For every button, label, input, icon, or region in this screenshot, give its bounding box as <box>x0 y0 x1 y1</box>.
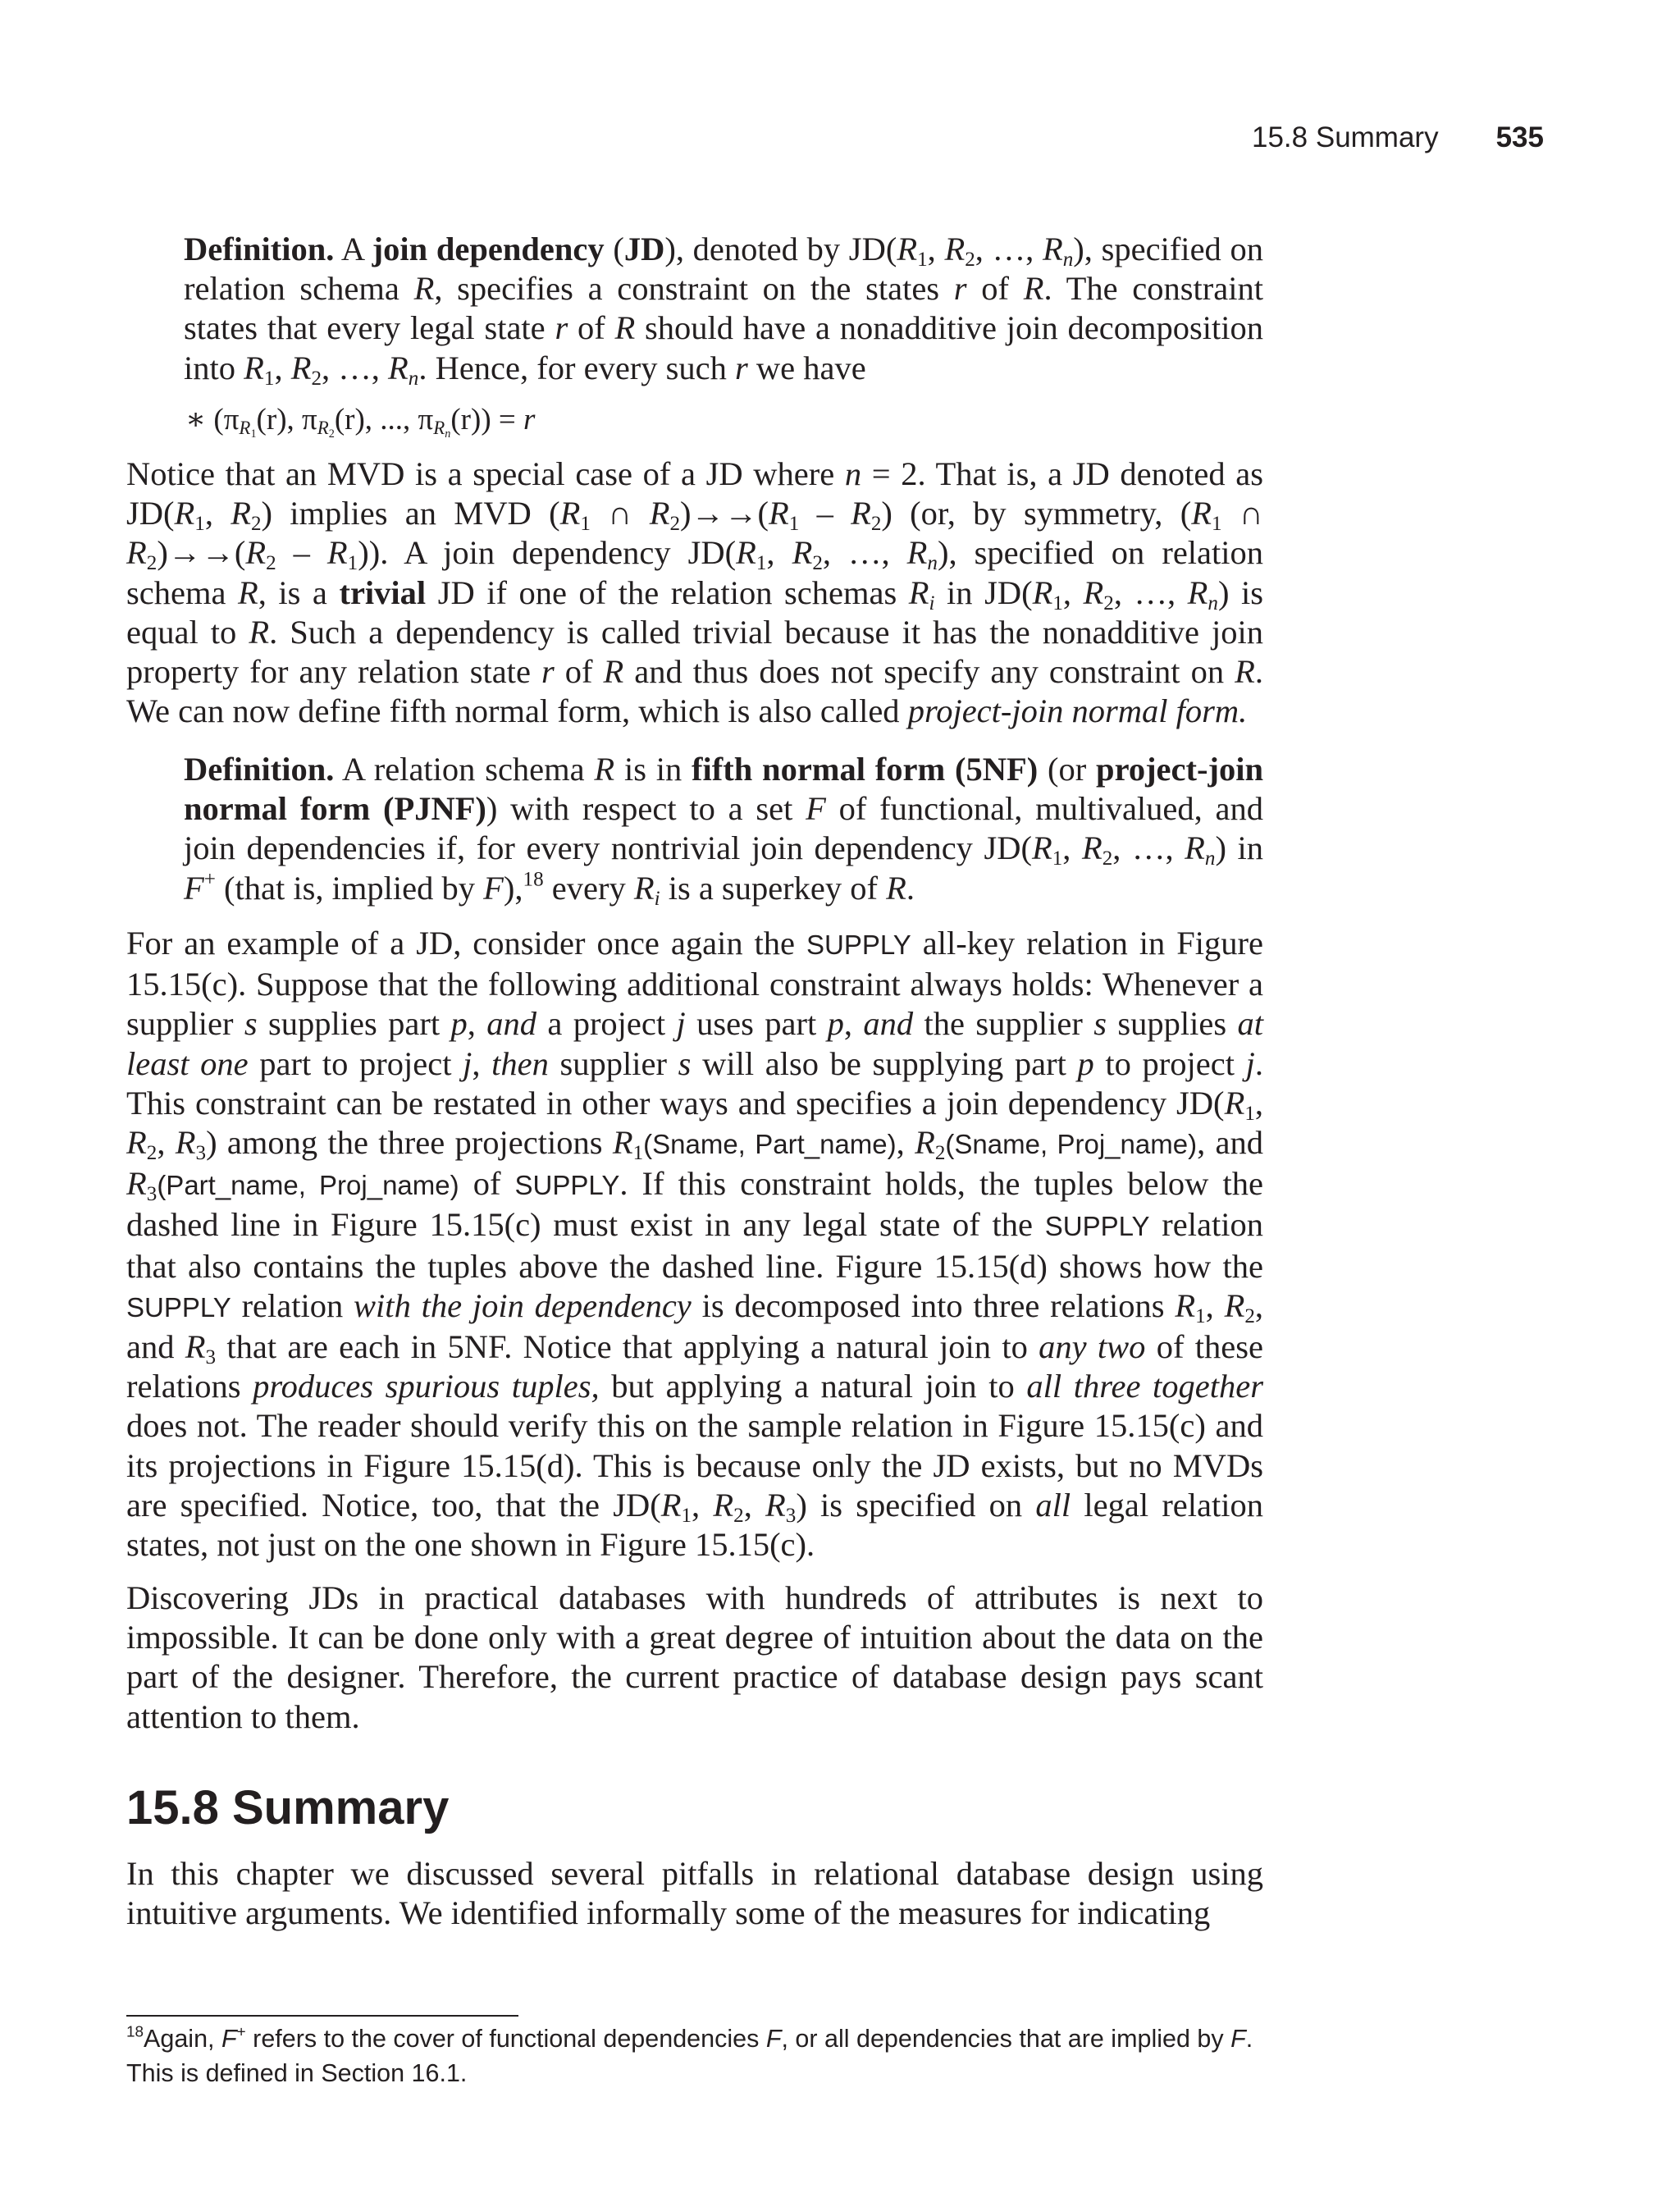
running-header <box>1252 120 1544 156</box>
footnote-reference: 18 <box>523 868 544 891</box>
page-number: 535 <box>1495 121 1544 153</box>
paragraph-discovering-jds: Discovering JDs in practical databases with hundreds of attributes is next to impossible. It can be done only with a great degree of intuition about the data on the part of the designer. Therefore, the current practice of database design pays scant attention to them. <box>126 1579 1263 1735</box>
footnote-rule <box>126 2015 518 2017</box>
definition-join-dependency: Definition. A join dependency (JD), denoted by $JD(R_1$, $R_2$, …, $R_n$), specified on relation schema R, specifies a constraint on the states r of R. The constraint states that every legal state r of R should have a nonadditive join decomposition into $R_1$, $R_2$, …, $R_n$. Hence, for every such r we have <box>184 231 1264 390</box>
footnote: $^{18}$Again, F+ refers to the cover of functional dependencies F, or all dependencies that are implied by F. This is defined in Section 16.1. <box>126 2023 1253 2087</box>
running-header-section: 15.8 Summary <box>1252 121 1439 153</box>
paragraph-mvd-special-case: Notice that an MVD is a special case of a JD where n = 2. That is, a JD denoted as $JD(R_1$, $R_2$) implies an MVD ($R_1$ ∩ $R_2)\to\to(R_1 - R_2)$ (or, by symmetry, ($R_1$ ∩ $R_2)\to\to(R_2 - R_1)$). A join dependency $JD(R_1$, $R_2$, …, $R_n$), specified on relation schema R, is a trivial JD if one of the relation schemas $R_i$ in $JD(R_1$, $R_2$, …, $R_n$) is equal to R. Such a dependency is called trivial because it has the nonadditive join property for any relation state r of R and thus does not specify any constraint on R. We can now define fifth normal form, which is also called project-join normal form. <box>126 455 1264 730</box>
paragraph-jd-example: For an example of a JD, consider once again the SUPPLY all-key relation in Figure 15.15(c). Suppose that the following additional constraint always holds: Whenever a supplier s supplies part p, and a project j uses part p, and the supplier s supplies at least one part to project j, then supplier s will also be supplying part p to project j. This constraint can be restated in other ways and specifies a join dependency $JD(R_1$, $R_2$, $R_3$) among the three projections $R_1(Sname$, Part_name), $R_2(Sname$, Proj_name), and $R_3(Part\_name$, Proj_name) of SUPPLY. If this constraint holds, the tuples below the dashed line in Figure 15.15(c) must exist in any legal state of the SUPPLY relation that also contains the tuples above the dashed line. Figure 15.15(d) shows how the SUPPLY relation with the join dependency is decomposed into three relations $R_1$, $R_2$, and $R_3$ that are each in 5NF. Notice that applying a natural join to any two of these relations produces spurious tuples, but applying a natural join to all three together does not. The reader should verify this on the sample relation in Figure 15.15(c) and its projections in Figure 15.15(d). This is because only the JD exists, but no MVDs are specified. Notice, too, that the $JD(R_1$, $R_2$, $R_3$) is specified on all legal relation states, not just on the one shown in Figure 15.15(c). <box>126 925 1264 1564</box>
join-dependency-formula: ∗ ($\pi_{R_1}(r)$, $\pi_{R_2}(r)$, ..., $\pi_{R_n}(r)) = r$ <box>185 403 536 441</box>
paragraph-summary: In this chapter we discussed several pitfalls in relational database design using intuitive arguments. We identified informally some of the measures for indicating <box>126 1855 1263 1932</box>
definition-fifth-normal-form: Definition. A relation schema R is in fifth normal form (5NF) (or project-join normal form (PJNF)) with respect to a set F of functional, multivalued, and join dependencies if, for every nontrivial join dependency $JD(R_1$, $R_2$, …, $R_n$) in F+ (that is, implied by F),$^{18}$ every $R_i$ is a superkey of R. <box>184 751 1264 910</box>
section-heading: 15.8 Summary <box>126 1781 450 1834</box>
